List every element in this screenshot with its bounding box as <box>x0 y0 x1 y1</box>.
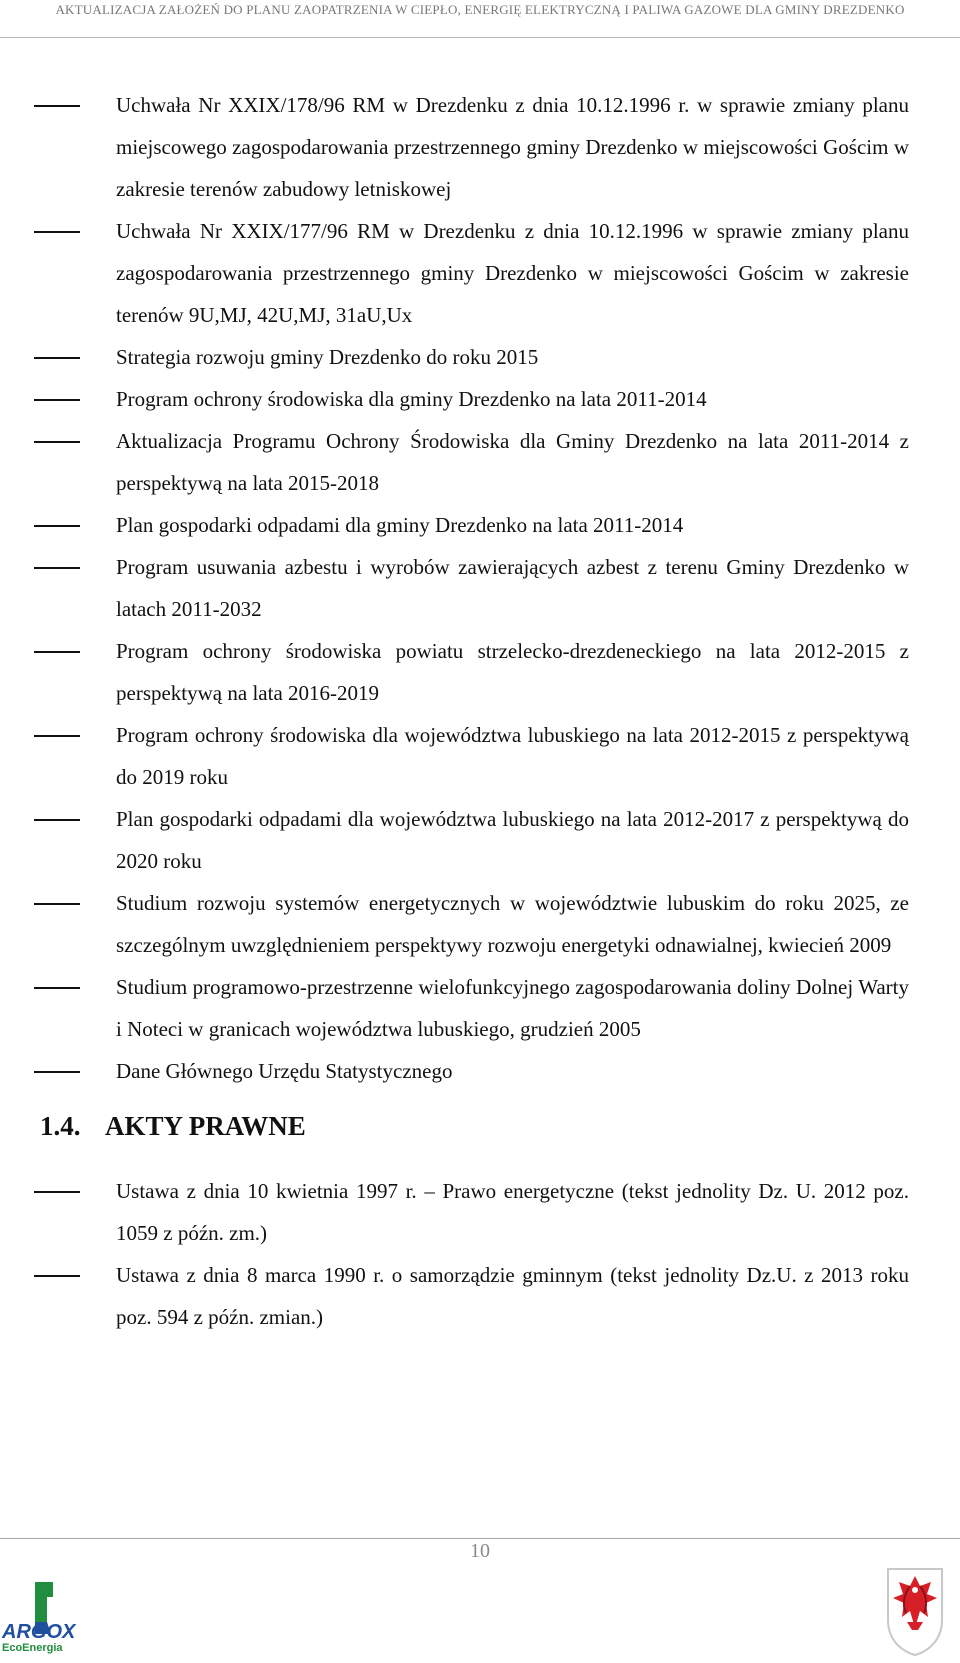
list-item-text: Strategia rozwoju gminy Drezdenko do roku 2015 <box>116 345 539 369</box>
dash-bullet <box>34 651 80 653</box>
footer-divider <box>0 1538 960 1539</box>
svg-text:ARGOX: ARGOX <box>2 1621 76 1643</box>
list-item <box>34 420 909 504</box>
section-heading <box>34 1102 909 1150</box>
svg-text:EcoEnergia: EcoEnergia <box>2 1642 63 1654</box>
argox-logo <box>0 1560 180 1658</box>
legal-list-item <box>34 1170 909 1254</box>
page-number: 10 <box>470 1540 490 1562</box>
list-item <box>34 798 909 882</box>
dash-bullet <box>34 567 80 569</box>
list-item <box>34 630 909 714</box>
list-item-text: Studium programowo-przestrzenne wielofunkcyjnego zagospodarowania doliny Dolnej Warty i Noteci w granicach województwa lubuskiego, grudzień 2005 <box>116 975 909 1041</box>
list-item <box>34 210 909 336</box>
coat-of-arms-icon <box>884 1564 946 1656</box>
dash-bullet <box>34 441 80 443</box>
dash-bullet <box>34 1275 80 1277</box>
list-item <box>34 84 909 210</box>
list-item <box>34 1050 909 1092</box>
dash-bullet <box>34 735 80 737</box>
list-item-text: Studium rozwoju systemów energetycznych w województwie lubuskim do roku 2025, ze szczególnym uwzględnieniem perspektywy rozwoju energetyki odnawialnej, kwiecień 2009 <box>116 891 909 957</box>
dash-bullet <box>34 231 80 233</box>
section-number: 1.4. <box>40 1111 81 1141</box>
legal-item-text: Ustawa z dnia 8 marca 1990 r. o samorządzie gminnym (tekst jednolity Dz.U. z 2013 roku poz. 594 z późn. zmian.) <box>116 1263 909 1329</box>
list-item <box>34 378 909 420</box>
list-item <box>34 504 909 546</box>
legal-item-text: Ustawa z dnia 10 kwietnia 1997 r. – Prawo energetyczne (tekst jednolity Dz. U. 2012 poz. 1059 z późn. zm.) <box>116 1179 909 1245</box>
list-item <box>34 714 909 798</box>
list-item-text: Aktualizacja Programu Ochrony Środowiska dla Gminy Drezdenko na lata 2011-2014 z perspektywą na lata 2015-2018 <box>116 429 909 495</box>
list-item-text: Plan gospodarki odpadami dla gminy Drezdenko na lata 2011-2014 <box>116 513 684 537</box>
dash-bullet <box>34 399 80 401</box>
dash-bullet <box>34 1191 80 1193</box>
list-item-text: Uchwała Nr XXIX/178/96 RM w Drezdenku z dnia 10.12.1996 r. w sprawie zmiany planu miejscowego zagospodarowania przestrzennego gminy Drezdenko w miejscowości Gościm w zakresie terenów zabudowy letniskowej <box>116 93 909 201</box>
list-item-text: Program ochrony środowiska dla województwa lubuskiego na lata 2012-2015 z perspektywą do 2019 roku <box>116 723 909 789</box>
list-item-text: Plan gospodarki odpadami dla województwa lubuskiego na lata 2012-2017 z perspektywą do 2020 roku <box>116 807 909 873</box>
dash-bullet <box>34 105 80 107</box>
dash-bullet <box>34 987 80 989</box>
dash-bullet <box>34 357 80 359</box>
legal-list-item <box>34 1254 909 1338</box>
list-item-text: Dane Głównego Urzędu Statystycznego <box>116 1059 453 1083</box>
list-item <box>34 336 909 378</box>
section-title: AKTY PRAWNE <box>105 1111 306 1141</box>
dash-bullet <box>34 819 80 821</box>
list-item <box>34 966 909 1050</box>
dash-bullet <box>34 903 80 905</box>
document-title: AKTUALIZACJA ZAŁOŻEŃ DO PLANU ZAOPATRZENIA W CIEPŁO, ENERGIĘ ELEKTRYCZNĄ I PALIWA GAZOWE DLA GMINY DREZDENKO <box>55 2 905 17</box>
list-item-text: Program ochrony środowiska powiatu strzelecko-drezdeneckiego na lata 2012-2015 z perspektywą na lata 2016-2019 <box>116 639 909 705</box>
list-item <box>34 546 909 630</box>
page-header <box>0 0 960 38</box>
dash-bullet <box>34 525 80 527</box>
list-item-text: Program usuwania azbestu i wyrobów zawierających azbest z terenu Gminy Drezdenko w latach 2011-2032 <box>116 555 909 621</box>
document-content <box>34 84 909 1338</box>
list-item <box>34 882 909 966</box>
list-item-text: Uchwała Nr XXIX/177/96 RM w Drezdenku z dnia 10.12.1996 w sprawie zmiany planu zagospodarowania przestrzennego gminy Drezdenko w miejscowości Gościm w zakresie terenów 9U,MJ, 42U,MJ, 31aU,Ux <box>116 219 909 327</box>
list-item-text: Program ochrony środowiska dla gminy Drezdenko na lata 2011-2014 <box>116 387 707 411</box>
dash-bullet <box>34 1071 80 1073</box>
